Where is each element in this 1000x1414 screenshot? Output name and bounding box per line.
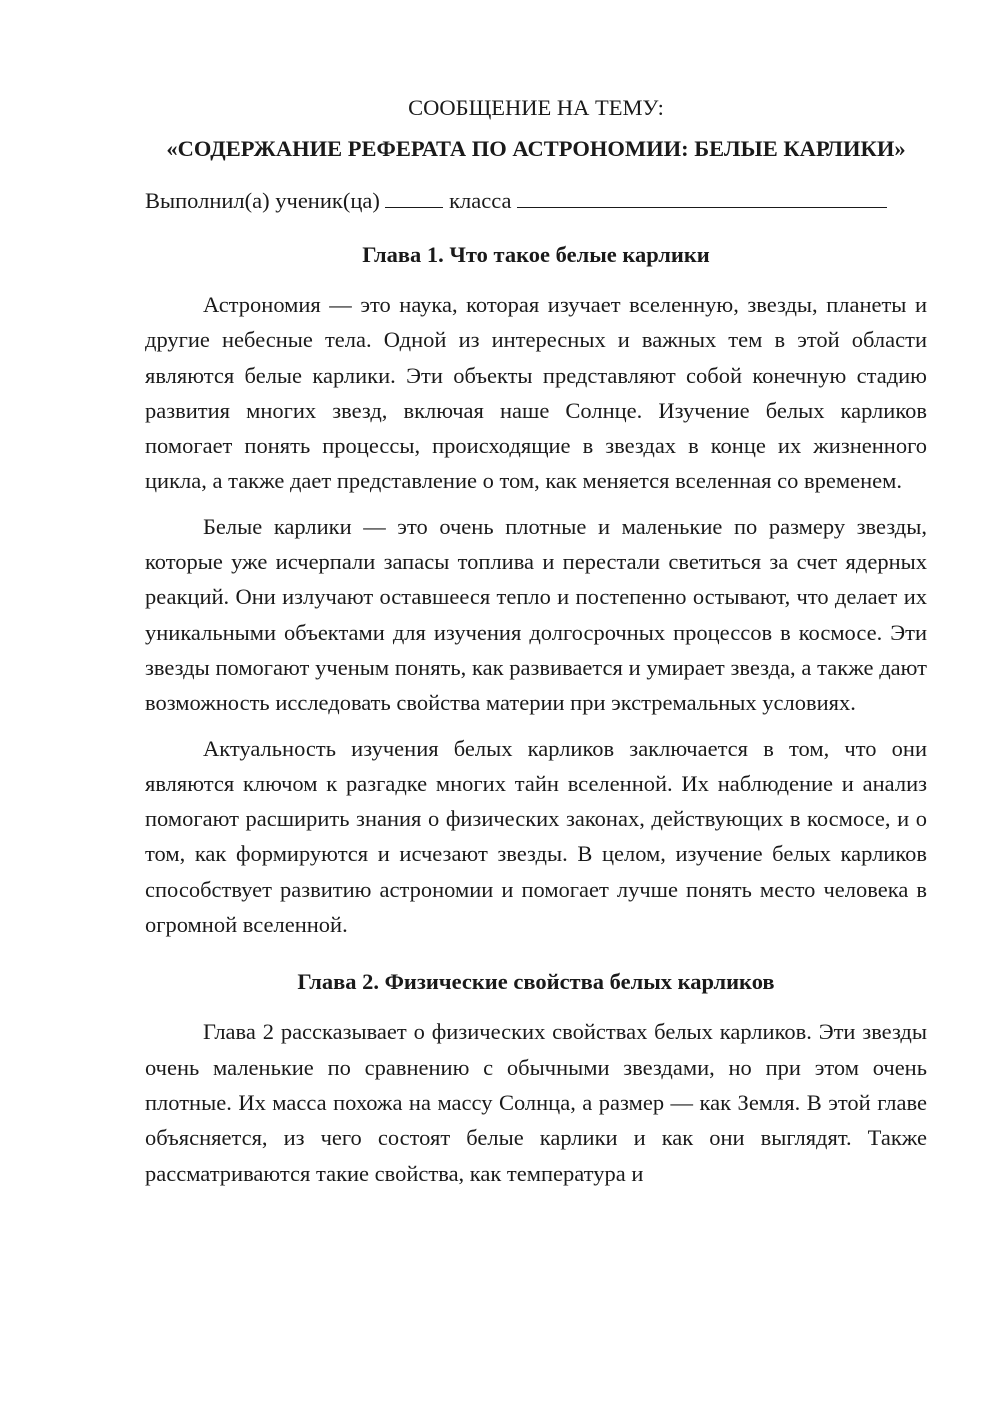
subject-line: СООБЩЕНИЕ НА ТЕМУ: xyxy=(408,95,664,120)
author-line xyxy=(145,183,927,219)
author-prefix: Выполнил(а) ученик(ца) xyxy=(145,188,380,213)
chapter-2-heading: Глава 2. Физические свойства белых карликов xyxy=(297,969,775,995)
class-number-blank xyxy=(385,187,443,208)
chapter-2-paragraph: Глава 2 рассказывает о физических свойствах белых карликов. Эти звезды очень маленькие по сравнению с обычными звездами, но при этом очень плотные. Их масса похожа на массу Солнца, а размер — как Земля. В этой главе объясняется, из чего состоят белые карлики и как они выглядят. Также рассматриваются такие свойства, как температура и xyxy=(145,1019,927,1186)
chapter-1-paragraph: Астрономия — это наука, которая изучает вселенную, звезды, планеты и другие небесные тела. Одной из интересных и важных тем в этой области являются белые карлики. Эти объекты представляют собой конечную стадию развития многих звезд, включая наше Солнце. Изучение белых карликов помогает понять процессы, происходящие в звездах в конце их жизненного цикла, а также дает представление о том, как меняется вселенная со временем. xyxy=(145,292,927,494)
document-title: «СОДЕРЖАНИЕ РЕФЕРАТА ПО АСТРОНОМИИ: БЕЛЫЕ КАРЛИКИ» xyxy=(166,136,906,161)
chapter-1-heading: Глава 1. Что такое белые карлики xyxy=(362,242,710,267)
chapter-1-paragraph: Белые карлики — это очень плотные и маленькие по размеру звезды, которые уже исчерпали запасы топлива и перестали светиться за счет ядерных реакций. Они излучают оставшееся тепло и постепенно остывают, что делает их уникальными объектами для изучения долгосрочных процессов в космосе. Эти звезды помогают ученым понять, как развивается и умирает звезда, а также дают возможность исследовать свойства материи при экстремальных условиях. xyxy=(145,513,927,716)
class-word: класса xyxy=(449,188,512,213)
document-page xyxy=(145,90,927,1191)
chapter-1-paragraph: Актуальность изучения белых карликов заключается в том, что они являются ключом к разгадке многих тайн вселенной. Их наблюдение и анализ помогают расширить знания о физических законах, действующих в космосе, и о том, как формируются и исчезают звезды. В целом, изучение белых карликов способствует развитию астрономии и помогает лучше понять место человека в огромной вселенной. xyxy=(145,735,927,938)
student-name-blank xyxy=(517,187,887,208)
